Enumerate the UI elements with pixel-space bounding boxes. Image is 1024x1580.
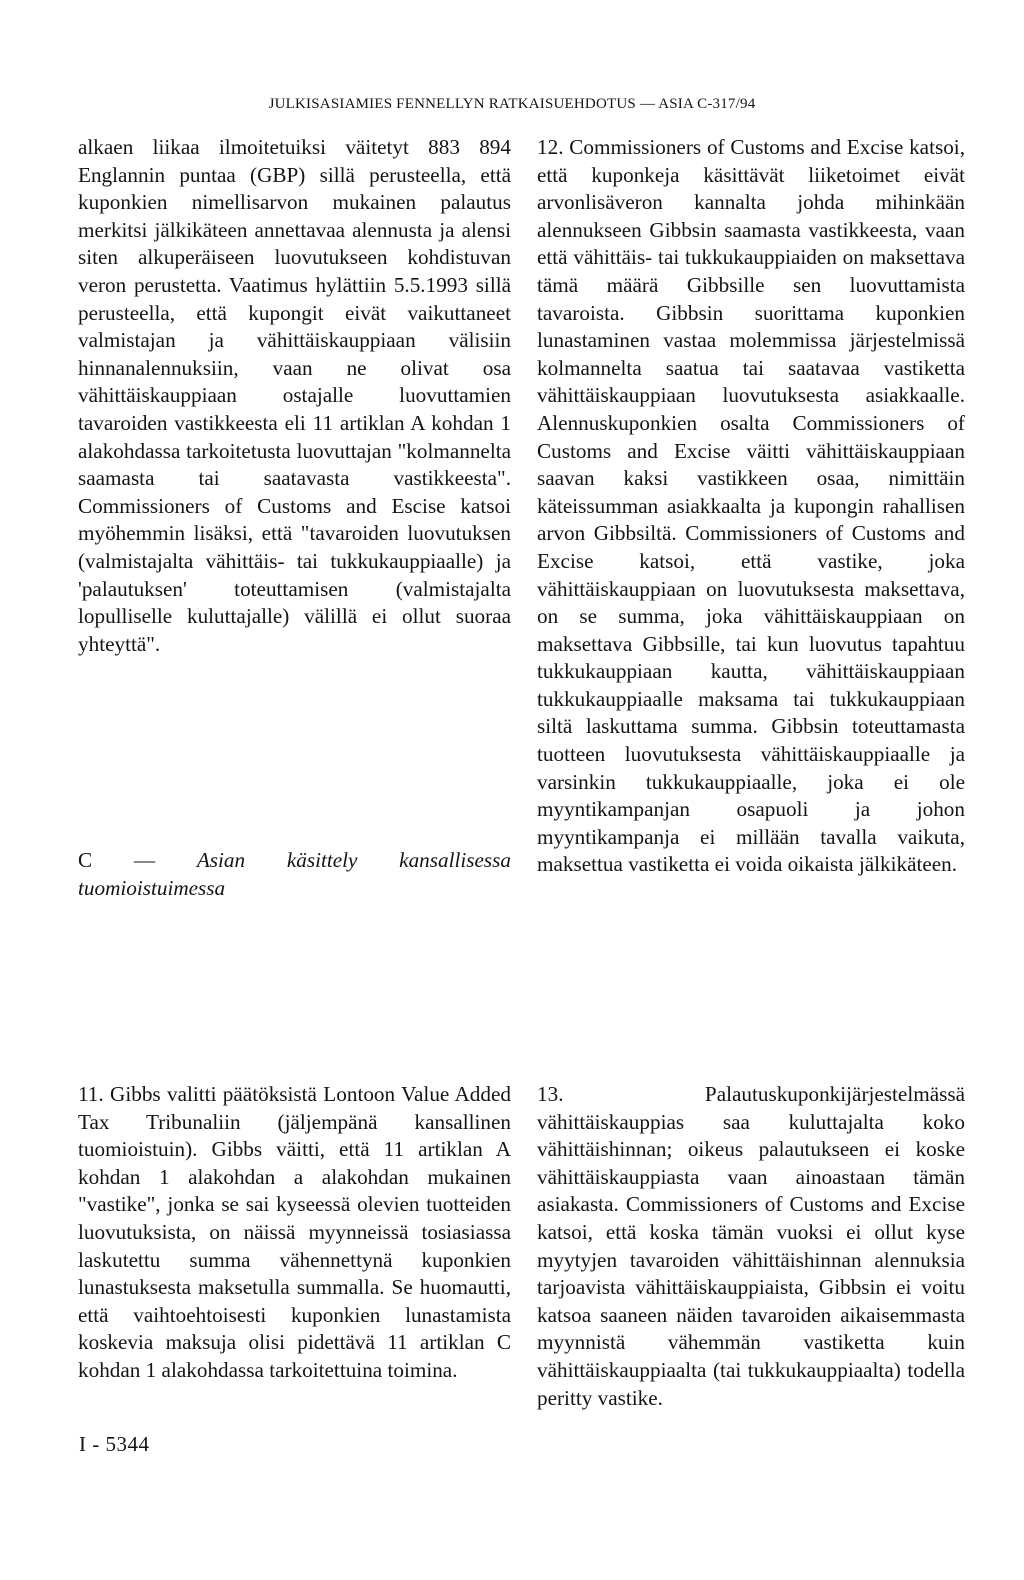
section-heading-prefix: C —: [78, 848, 197, 872]
paragraph-text: 11. Gibbs valitti päätöksistä Lontoon Value Added Tax Tribunaliin (jäljempänä kansallinen tuomioistuin). Gibbs väitti, että 11 artiklan A kohdan 1 alakohdan a alakohdan mukainen "vastike", jonka se sai kyseessä olevien tuotteiden luovutuksista, on näissä myynneissä tosiasiassa laskutettu summa vähennettynä kuponkien lunastuksesta maksetulla summalla. Se huomautti, että vaihtoehtoisesti kuponkien lunastamista koskevia maksuja olisi pidettävä 11 artiklan C kohdan 1 alakohdassa tarkoitettuina toimina.: [78, 1082, 511, 1382]
page-number: I - 5344: [79, 1432, 150, 1456]
paragraph-text: 12. Commissioners of Customs and Excise katsoi, että kuponkeja käsittävät liiketoimet eivät arvonlisäveron kannalta johda mihinkään alennukseen Gibbsin saamasta vastikkeesta, vaan että vähittäis- tai tukkukauppiaiden on maksettava tämä määrä Gibbsille sen luovuttamista tavaroista. Gibbsin suorittama kuponkien lunastaminen vastaa molemmissa järjestelmissä kolmannelta saatua tai saatavaa vastiketta vähittäiskauppiaan luovutuksesta asiakkaalle. Alennuskuponkien osalta Commissioners of Customs and Excise väitti vähittäiskauppiaan saavan kaksi vastikkeen osaa, nimittäin käteissumman asiakkaalta ja kupongin rahallisen arvon Gibbsiltä. Commissioners of Customs and Excise katsoi, että vastike, joka vähittäiskauppiaan on luovutuksesta maksettava, on se summa, joka vähittäiskauppiaan on maksettava Gibbsille, tai kun luovutus tapahtuu tukkukauppiaan kautta, vähittäiskauppiaan tukkukauppiaalle maksama tai tukkukauppiaan siltä laskuttama summa. Gibbsin toteuttamasta tuotteen luovutuksesta vähittäiskauppiaalle ja varsinkin tukkukauppiaalle, joka ei ole myyntikampanjan osapuoli ja johon myyntikampanja ei millään tavalla vaikuta, maksettua vastiketta ei voida oikaista jälkikäteen.: [537, 135, 965, 877]
paragraph-text: 13. Palautuskuponkijärjestelmässä vähittäiskauppias saa kuluttajalta koko vähittäishinnan; oikeus palautukseen ei koske vähittäiskauppiasta vaan ainoastaan tämän asiakasta. Commissioners of Customs and Excise katsoi, että koska tämän vuoksi ei ollut kyse myytyjen tavaroiden vähittäishinnan alennuksia tarjoavista vähittäiskauppiaista, Gibbsin ei voitu katsoa saaneen näiden tavaroiden aikaisemmasta myynnistä vähemmän vastiketta kuin vähittäiskauppiaalta (tai tukkukauppiaalta) todella peritty vastike.: [537, 1082, 965, 1410]
paragraph-11: [78, 1081, 511, 1385]
paragraph-12: [537, 134, 965, 879]
paragraph-continuation: [78, 134, 511, 658]
section-heading-title: Asian käsittely kansallisessa tuomioistuimessa: [78, 848, 511, 900]
running-header: JULKISASIAMIES FENNELLYN RATKAISUEHDOTUS — ASIA C-317/94: [268, 96, 756, 112]
section-heading: [78, 847, 511, 902]
paragraph-text: alkaen liikaa ilmoitetuiksi väitetyt 883 894 Englannin puntaa (GBP) sillä perusteella, että kuponkien nimellisarvon mukainen palautus merkitsi jälkikäteen annettavaa alennusta ja alensi siten alkuperäiseen luovutukseen kohdistuvan veron perustetta. Vaatimus hylättiin 5.5.1993 sillä perusteella, että kupongit eivät vaikuttaneet valmistajan ja vähittäiskauppiaan välisiin hinnanalennuksiin, vaan ne olivat osa vähittäiskauppiaan ostajalle luovuttamien tavaroiden vastikkeesta eli 11 artiklan A kohdan 1 alakohdassa tarkoitetusta luovuttajan "kolmannelta saamasta tai saatavasta vastikkeesta". Commissioners of Customs and Escise katsoi myöhemmin lisäksi, että "tavaroiden luovutuksen (valmistajalta vähittäis- tai tukkukauppiaalle) ja 'palautuksen' toteuttamisen (valmistajalta lopulliselle kuluttajalle) välillä ei ollut suoraa yhteyttä".: [78, 135, 511, 656]
paragraph-13: [537, 1081, 965, 1412]
